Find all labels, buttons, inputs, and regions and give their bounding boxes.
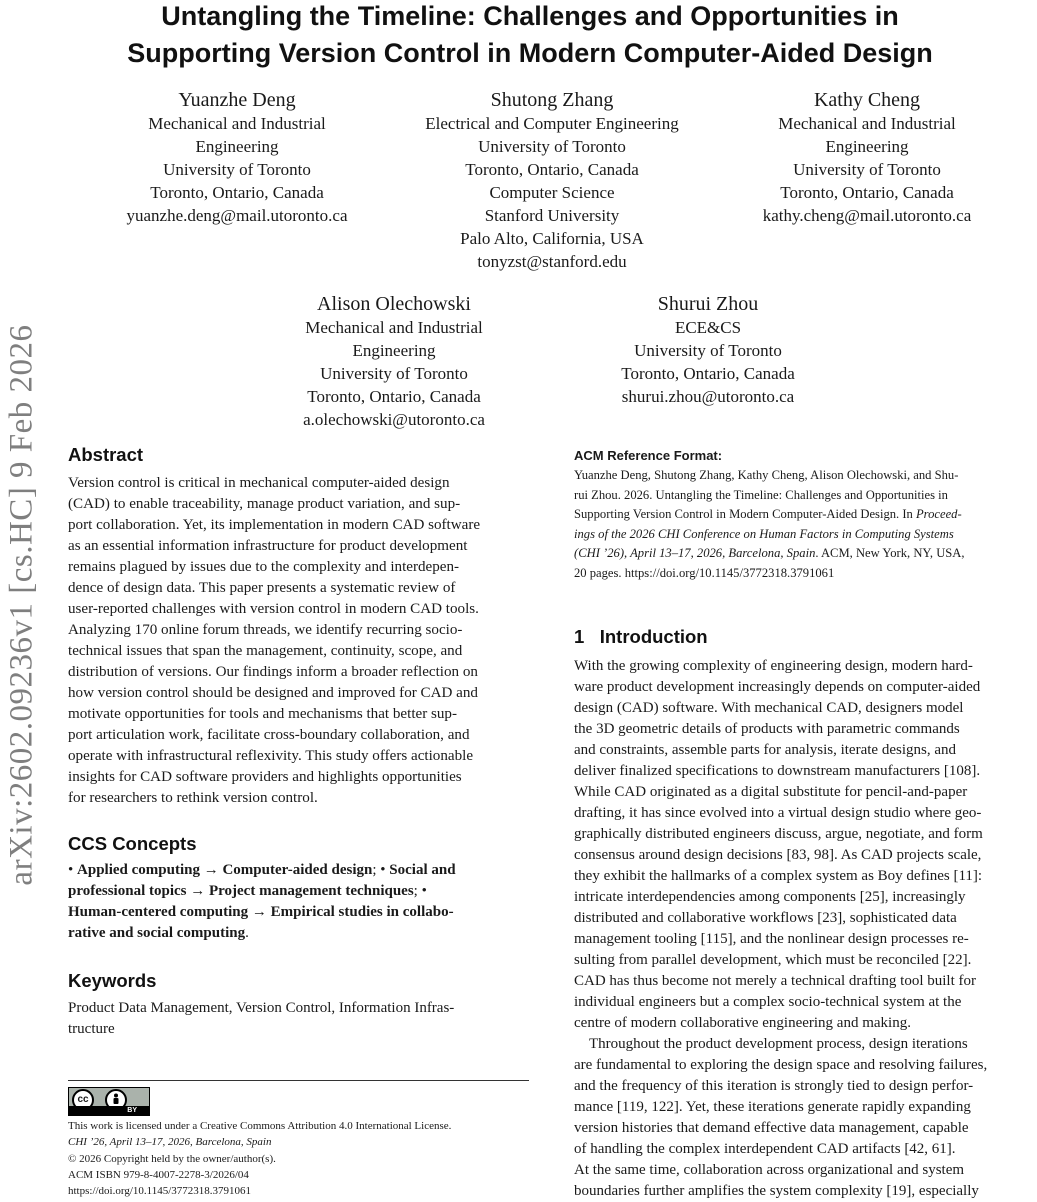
acm-ref-body (574, 466, 1036, 583)
license-note: This work is licensed under a Creative Commons Attribution 4.0 International License. (68, 1120, 452, 1132)
abstract-line: motivate opportunities for tools and mechanisms that better sup- (68, 706, 458, 722)
intro-line: Throughout the product development process, design iterations (589, 1036, 968, 1052)
ccs-arrow: → (251, 904, 267, 920)
ccs-arrow: → (190, 883, 206, 899)
arxiv-stamp (0, 0, 44, 1200)
intro-line: deliver finalized specifications to downstream manufacturers [108]. (574, 763, 981, 779)
abstract-line: how version control should be designed and improved for CAD and (68, 685, 478, 701)
author-affiliation: Stanford University (484, 206, 620, 225)
author-affiliation: Toronto, Ontario, Canada (780, 183, 954, 202)
intro-line: of handling the complex interdependent CAD artifacts [42, 61]. (574, 1141, 956, 1157)
abstract-line: remains plagued by issues due to the complexity and interdepen- (68, 559, 460, 575)
title-line: Untangling the Timeline: Challenges and Opportunities in (161, 1, 899, 31)
ccs-line (68, 860, 529, 881)
title-line: Supporting Version Control in Modern Computer-Aided Design (127, 38, 933, 68)
ccs-bullet: • (421, 883, 427, 899)
author-name: Yuanzhe Deng (178, 89, 296, 111)
ccs-arrow: → (203, 862, 219, 878)
author-affiliation: University of Toronto (163, 160, 311, 179)
paper-title (40, 0, 1020, 72)
acm-ref-italic: Proceed- (915, 507, 962, 521)
ccs-separator: ; (413, 883, 418, 899)
ccs-separator: ; (372, 862, 377, 878)
author-email: kathy.cheng@mail.utoronto.ca (762, 206, 972, 225)
author-affiliation: Mechanical and Industrial (305, 318, 483, 337)
author-affiliation: University of Toronto (320, 364, 468, 383)
isbn-note: ACM ISBN 979-8-4007-2278-3/2026/04 (68, 1168, 249, 1181)
abstract-line: distribution of versions. Our findings inform a broader reflection on (68, 664, 478, 680)
cc-by-license-badge[interactable] (68, 1087, 150, 1116)
copyright-note: © 2026 Copyright held by the owner/author(s). (68, 1152, 276, 1165)
intro-line: boundaries further amplifies the system complexity [19], especially (574, 1183, 979, 1199)
badge-strip (69, 1106, 149, 1115)
abstract-line: insights for CAD software providers and highlights opportunities (68, 769, 462, 785)
author-block (402, 88, 702, 273)
section-number: 1 (574, 626, 585, 647)
author-email: a.olechowski@utoronto.ca (303, 410, 485, 429)
keywords-heading: Keywords (68, 970, 157, 991)
abstract-body (68, 473, 529, 809)
author-affiliation: Toronto, Ontario, Canada (621, 364, 795, 383)
author-affiliation: Electrical and Computer Engineering (425, 114, 679, 133)
intro-line: With the growing complexity of engineering design, modern hard- (574, 658, 973, 674)
ccs-line (68, 923, 529, 944)
abstract-line: (CAD) to enable traceability, manage product variation, and sup- (68, 496, 461, 512)
footer-divider (68, 1080, 529, 1081)
intro-line: While CAD originated as a digital substitute for pencil-and-paper (574, 784, 968, 800)
ccs-body (68, 860, 529, 944)
acm-ref-italic: (CHI ’26), April 13–17, 2026, Barcelona, Spain (574, 546, 816, 560)
author-affiliation: University of Toronto (634, 341, 782, 360)
intro-line: centre of modern collaborative engineering and making. (574, 1015, 911, 1031)
abstract-line: as an essential information infrastructure for product development (68, 538, 468, 554)
acm-ref-line: 20 pages. https://doi.org/10.1145/3772318.3791061 (574, 565, 835, 580)
author-name: Alison Olechowski (317, 293, 471, 315)
abstract-line: for researchers to rethink version control. (68, 790, 318, 806)
author-block (264, 292, 524, 431)
abstract-line: Version control is critical in mechanical computer-aided design (68, 475, 450, 491)
intro-line: management tooling [115], and the nonlinear design processes re- (574, 931, 969, 947)
cc-icon: cc (72, 1089, 94, 1111)
intro-line: drafting, it has since evolved into a virtual design studio where geo- (574, 805, 982, 821)
acm-ref-line: ings of the 2026 CHI Conference on Human Factors in Computing Systems (574, 526, 954, 541)
intro-body (574, 656, 1036, 1202)
intro-line: At the same time, collaboration across organizational and system (574, 1162, 965, 1178)
author-affiliation: Mechanical and Industrial (148, 114, 326, 133)
author-affiliation: Engineering (195, 137, 279, 156)
intro-line: sulting from parallel development, which must be reconciled [22]. (574, 952, 972, 968)
ccs-concept: rative and social computing (68, 925, 246, 941)
author-block (578, 292, 838, 408)
author-affiliation: Toronto, Ontario, Canada (307, 387, 481, 406)
author-affiliation: Toronto, Ontario, Canada (150, 183, 324, 202)
intro-line: graphically distributed engineers discuss, argue, negotiate, and form (574, 826, 983, 842)
intro-line: are fundamental to exploring the design space and resolving failures, (574, 1057, 988, 1073)
footer-notes (68, 1118, 538, 1199)
abstract-line: Analyzing 170 online forum threads, we identify recurring socio- (68, 622, 463, 638)
acm-ref-text: . ACM, New York, NY, USA, (815, 546, 965, 560)
author-affiliation: Computer Science (489, 183, 615, 202)
intro-line: design (CAD) software. With mechanical CAD, designers model (574, 700, 964, 716)
intro-line: ware product development increasingly depends on computer-aided (574, 679, 981, 695)
author-email: yuanzhe.deng@mail.utoronto.ca (126, 206, 348, 225)
ccs-concept: Applied computing (77, 862, 200, 878)
abstract-line: port collaboration. Yet, its implementation in modern CAD software (68, 517, 481, 533)
intro-line: and constraints, assemble parts for analysis, iterate designs, and (574, 742, 956, 758)
acm-ref-text: Supporting Version Control in Modern Computer-Aided Design. In (574, 507, 916, 521)
acm-ref-line: Yuanzhe Deng, Shutong Zhang, Kathy Cheng, Alison Olechowski, and Shu- (574, 468, 959, 482)
intro-line: and the frequency of this iteration is strongly tied to design perfor- (574, 1078, 974, 1094)
ccs-concept: Computer-aided design (222, 862, 373, 878)
intro-line: consensus around design decisions [83, 98]. As CAD projects scale, (574, 847, 982, 863)
abstract-line: port articulation work, facilitate cross-boundary collaboration, and (68, 727, 470, 743)
author-name: Shurui Zhou (657, 293, 759, 315)
abstract-line: user-reported challenges with version control in modern CAD tools. (68, 601, 479, 617)
abstract-line: technical issues that span the management, continuity, scope, and (68, 643, 463, 659)
venue-note: CHI ’26, April 13–17, 2026, Barcelona, Spain (68, 1136, 272, 1149)
section-title: Introduction (599, 626, 708, 647)
arxiv-stamp-text: arXiv:2602.09236v1 [cs.HC] 9 Feb 2026 (3, 324, 40, 886)
author-email: tonyzst@stanford.edu (477, 252, 627, 271)
author-affiliation: Mechanical and Industrial (778, 114, 956, 133)
intro-line: the 3D geometric details of products with parametric commands (574, 721, 960, 737)
author-affiliation: University of Toronto (478, 137, 626, 156)
acm-ref-line (574, 544, 1036, 564)
intro-line: intricate interdependencies among components [25], increasingly (574, 889, 966, 905)
abstract-heading: Abstract (68, 444, 144, 465)
acm-ref-line (574, 505, 1036, 525)
ccs-concept: Social and (389, 862, 456, 878)
ccs-concept: Project management techniques (208, 883, 414, 899)
author-affiliation: ECE&CS (674, 318, 742, 337)
author-name: Kathy Cheng (813, 89, 921, 111)
ccs-heading: CCS Concepts (68, 833, 197, 854)
author-affiliation: University of Toronto (793, 160, 941, 179)
author-email: shurui.zhou@utoronto.ca (621, 387, 795, 406)
ccs-concept: Empirical studies in collabo- (270, 904, 454, 920)
intro-line: they exhibit the hallmarks of a complex system as Boy defines [11]: (574, 868, 983, 884)
intro-line: distributed and collaborative workflows [23], sophisticated data (574, 910, 957, 926)
author-affiliation: Engineering (352, 341, 436, 360)
author-affiliation: Engineering (825, 137, 909, 156)
doi-link[interactable]: https://doi.org/10.1145/3772318.3791061 (68, 1185, 252, 1198)
keywords-line: tructure (68, 1021, 115, 1037)
ccs-bullet: • (68, 862, 74, 878)
ccs-period: . (245, 925, 249, 941)
ccs-line (68, 902, 529, 923)
intro-line: mance [119, 122]. Yet, these iterations generate rapidly expanding (574, 1099, 971, 1115)
author-affiliation: Toronto, Ontario, Canada (465, 160, 639, 179)
ccs-bullet: • (380, 862, 386, 878)
author-affiliation: Palo Alto, California, USA (460, 229, 644, 248)
keywords-body (68, 998, 529, 1040)
keywords-line: Product Data Management, Version Control, Information Infras- (68, 1000, 455, 1016)
ccs-concept: Human-centered computing (68, 904, 249, 920)
author-block (107, 88, 367, 227)
intro-line: CAD has thus become not merely a technical drafting tool built for (574, 973, 976, 989)
author-block (737, 88, 997, 227)
ccs-concept: professional topics (68, 883, 187, 899)
abstract-line: operate with infrastructural reflexivity. This study offers actionable (68, 748, 474, 764)
intro-line: version histories that demand effective data management, capable (574, 1120, 969, 1136)
intro-line: individual engineers but a complex socio-technical system at the (574, 994, 962, 1010)
acm-ref-heading: ACM Reference Format: (574, 448, 723, 463)
acm-ref-line: rui Zhou. 2026. Untangling the Timeline: Challenges and Opportunities in (574, 487, 948, 502)
intro-heading (574, 625, 708, 649)
by-label: BY (127, 1107, 137, 1114)
ccs-line (68, 881, 529, 902)
abstract-line: dence of design data. This paper presents a systematic review of (68, 580, 456, 596)
author-name: Shutong Zhang (490, 89, 614, 111)
